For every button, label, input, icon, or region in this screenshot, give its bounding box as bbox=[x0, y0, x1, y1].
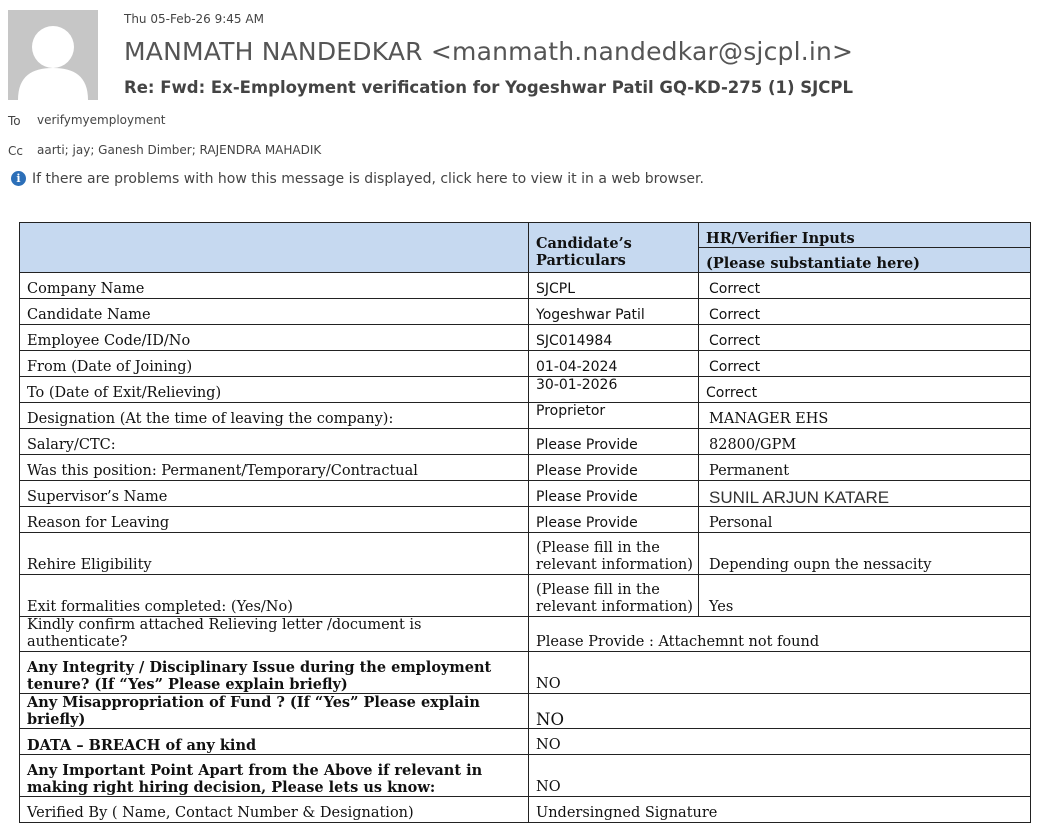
verification-table bbox=[19, 222, 1031, 823]
table-row bbox=[20, 481, 1031, 507]
header-candidate-particulars: Candidate’s Particulars bbox=[529, 223, 699, 273]
hr-value: Depending oupn the nessacity bbox=[699, 533, 1031, 575]
candidate-value: SJCPL bbox=[529, 273, 699, 299]
table-row bbox=[20, 755, 1031, 797]
header-hr-subtitle: (Please substantiate here) bbox=[699, 248, 1031, 273]
table-row bbox=[20, 694, 1031, 729]
row-label: Supervisor’s Name bbox=[20, 481, 529, 507]
table-row bbox=[20, 729, 1031, 755]
table-row bbox=[20, 273, 1031, 299]
table-row bbox=[20, 403, 1031, 429]
header-hr-inputs: HR/Verifier Inputs bbox=[699, 223, 1031, 248]
candidate-value: Please Provide bbox=[529, 455, 699, 481]
hr-value: Personal bbox=[699, 507, 1031, 533]
row-label: DATA – BREACH of any kind bbox=[20, 729, 529, 755]
table-row bbox=[20, 575, 1031, 617]
row-label: Any Misappropriation of Fund ? (If “Yes” Please explain briefly) bbox=[20, 694, 529, 729]
table-row bbox=[20, 351, 1031, 377]
email-subject: Re: Fwd: Ex-Employment verification for Yogeshwar Patil GQ-KD-275 (1) SJCPL bbox=[124, 78, 854, 97]
email-date: Thu 05-Feb-26 9:45 AM bbox=[124, 12, 264, 26]
candidate-value: Please Provide bbox=[529, 507, 699, 533]
response-value: NO bbox=[529, 652, 1031, 694]
row-label: Salary/CTC: bbox=[20, 429, 529, 455]
hr-value: Correct bbox=[699, 325, 1031, 351]
table-row bbox=[20, 377, 1031, 403]
row-label: Designation (At the time of leaving the company): bbox=[20, 403, 529, 429]
candidate-value: (Please fill in the relevant information) bbox=[529, 575, 699, 617]
table-row bbox=[20, 533, 1031, 575]
cc-recipients[interactable]: aarti; jay; Ganesh Dimber; RAJENDRA MAHADIK bbox=[37, 143, 322, 157]
hr-value: Correct bbox=[699, 377, 1031, 403]
hr-value: Yes bbox=[699, 575, 1031, 617]
row-label: Exit formalities completed: (Yes/No) bbox=[20, 575, 529, 617]
row-label: Any Important Point Apart from the Above if relevant in making right hiring decision, Please lets us know: bbox=[20, 755, 529, 797]
sender-avatar bbox=[8, 10, 98, 100]
row-label: Was this position: Permanent/Temporary/Contractual bbox=[20, 455, 529, 481]
row-label: Candidate Name bbox=[20, 299, 529, 325]
row-label: Verified By ( Name, Contact Number & Designation) bbox=[20, 797, 529, 823]
candidate-value: 30-01-2026 bbox=[529, 377, 699, 403]
hr-value: Permanent bbox=[699, 455, 1031, 481]
table-row bbox=[20, 797, 1031, 823]
hr-value: 82800/GPM bbox=[699, 429, 1031, 455]
row-label: Employee Code/ID/No bbox=[20, 325, 529, 351]
person-silhouette-icon bbox=[8, 10, 98, 100]
info-bar[interactable] bbox=[11, 171, 704, 187]
row-label: Reason for Leaving bbox=[20, 507, 529, 533]
hr-value: Correct bbox=[699, 273, 1031, 299]
info-icon: i bbox=[11, 171, 26, 186]
hr-value: Correct bbox=[699, 351, 1031, 377]
hr-value: MANAGER EHS bbox=[699, 403, 1031, 429]
to-recipients[interactable]: verifymyemployment bbox=[37, 113, 166, 127]
row-label: To (Date of Exit/Relieving) bbox=[20, 377, 529, 403]
row-label: From (Date of Joining) bbox=[20, 351, 529, 377]
row-label: Rehire Eligibility bbox=[20, 533, 529, 575]
row-label: Any Integrity / Disciplinary Issue during the employment tenure? (If “Yes” Please explain briefly) bbox=[20, 652, 529, 694]
response-value: Please Provide : Attachemnt not found bbox=[529, 617, 1031, 652]
table-row bbox=[20, 507, 1031, 533]
table-row bbox=[20, 429, 1031, 455]
to-label: To bbox=[8, 114, 21, 128]
table-row bbox=[20, 617, 1031, 652]
candidate-value: (Please fill in the relevant information) bbox=[529, 533, 699, 575]
header-blank-cell bbox=[20, 223, 529, 273]
table-row bbox=[20, 325, 1031, 351]
row-label: Kindly confirm attached Relieving letter /document is authenticate? bbox=[20, 617, 529, 652]
response-value: NO bbox=[529, 729, 1031, 755]
response-value: NO bbox=[529, 694, 1031, 729]
table-row bbox=[20, 652, 1031, 694]
candidate-value: 01-04-2024 bbox=[529, 351, 699, 377]
row-label: Company Name bbox=[20, 273, 529, 299]
response-value: Undersingned Signature bbox=[529, 797, 1031, 823]
info-bar-text[interactable]: If there are problems with how this message is displayed, click here to view it in a web browser. bbox=[32, 171, 704, 187]
hr-value: SUNIL ARJUN KATARE bbox=[699, 481, 1031, 507]
candidate-value: Yogeshwar Patil bbox=[529, 299, 699, 325]
table-row bbox=[20, 455, 1031, 481]
cc-label: Cc bbox=[8, 144, 23, 158]
table-row bbox=[20, 299, 1031, 325]
response-value: NO bbox=[529, 755, 1031, 797]
candidate-value: Please Provide bbox=[529, 429, 699, 455]
candidate-value: Please Provide bbox=[529, 481, 699, 507]
candidate-value: Proprietor bbox=[529, 403, 699, 429]
hr-value: Correct bbox=[699, 299, 1031, 325]
candidate-value: SJC014984 bbox=[529, 325, 699, 351]
email-sender[interactable]: MANMATH NANDEDKAR <manmath.nandedkar@sjcpl.in> bbox=[124, 37, 854, 66]
